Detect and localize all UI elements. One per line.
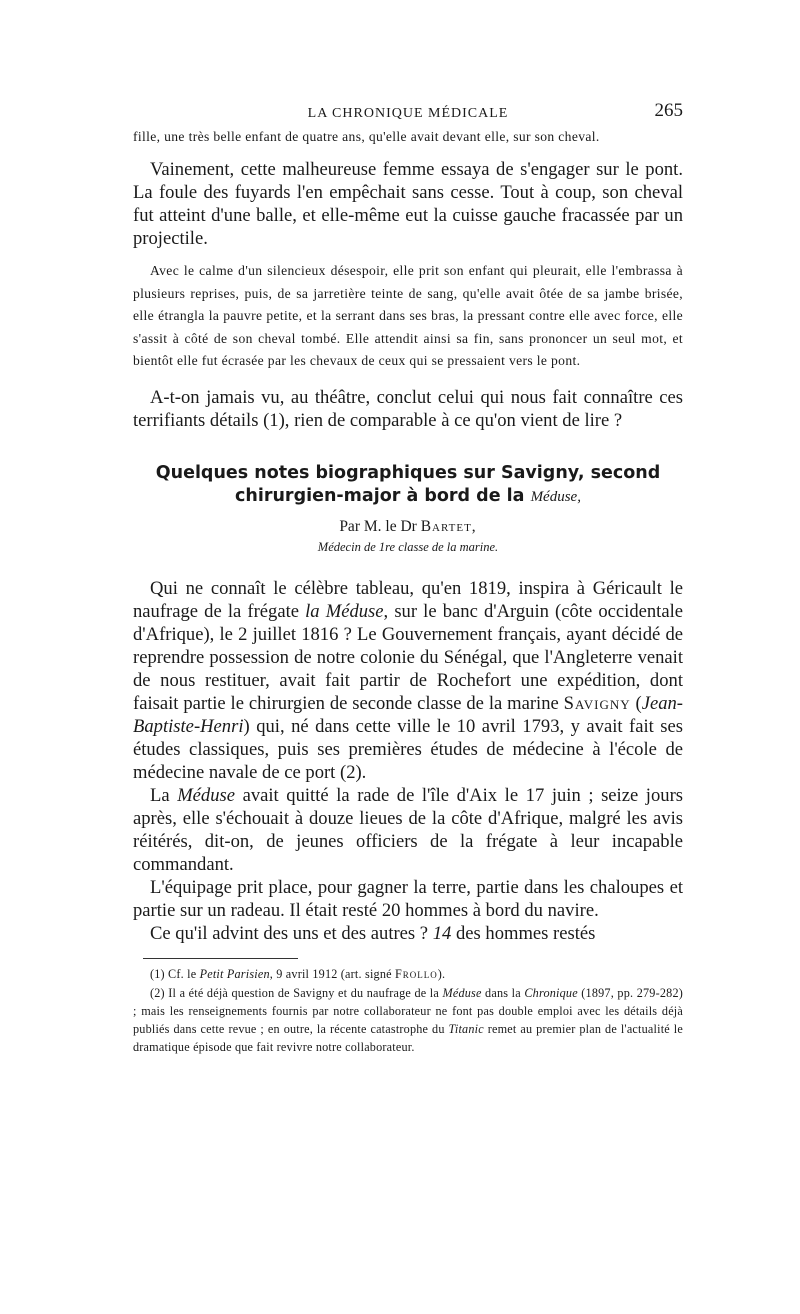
author-affiliation: Médecin de 1re classe de la marine. (317, 540, 499, 555)
paragraph: La Méduse avait quitté la rade de l'île d'Aix le 17 juin ; seize jours après, elle s'échouait à douze lieues de la côte d'Afrique, malgré les avis réitérés, dit-on, de jeunes officiers de la frégate à leur incapable commandant. (133, 785, 683, 876)
ship-name: Méduse, (530, 489, 581, 506)
paragraph: Vainement, cette malheureuse femme essaya de s'engager sur le pont. La foule des fuyards l'en empêchait sans cesse. Tout à coup, son cheval fut atteint d'une balle, et elle-même eut la cuisse gauche fracassée par un projectile. (133, 159, 683, 250)
continued-paragraph: fille, une très belle enfant de quatre ans, qu'elle avait devant elle, sur son cheval. (133, 129, 600, 144)
document-page (133, 96, 683, 1056)
article-body (133, 577, 683, 945)
footnote-divider (143, 958, 298, 959)
journal-title: LA CHRONIQUE MÉDICALE (307, 106, 509, 121)
running-header (133, 96, 683, 126)
paragraph: Avec le calme d'un silencieux désespoir, elle prit son enfant qui pleurait, elle l'embrassa à plusieurs reprises, puis, de sa jarretière teinte de sang, qu'elle avait ôtée de sa jambe brisée, elle étrangla la pauvre petite, et la serrant dans ses bras, la pressant contre elle avec force, elle s'assit à côté de son cheval tombé. Elle attendit ainsi sa fin, sans prononcer un seul mot, et bientôt elle fut écrasée par les chevaux de ceux qui se pressaient vers le pont. (133, 263, 683, 369)
paragraph: Qui ne connaît le célèbre tableau, qu'en 1819, inspira à Géricault le naufrage de la frégate la Méduse, sur le banc d'Arguin (côte occidentale d'Afrique), le 2 juillet 1816 ? Le Gouvernement français, ayant décidé de reprendre possession de notre colonie du Sénégal, que l'Angleterre venait de nous restituer, avait fait partir de Rochefort une expédition, dont faisait partie le chirurgien de seconde classe de la marine Savigny (Jean-Baptiste-Henri) qui, né dans cette ville le 10 avril 1793, y avait fait ses études classiques, puis ses premières études de médecine à l'école de médecine navale de ce port (2). (133, 578, 684, 784)
article-byline: Par M. le Dr Bartet, (339, 518, 477, 536)
paragraph: L'équipage prit place, pour gagner la terre, partie dans les chaloupes et partie sur un radeau. Il était resté 20 hommes à bord du navire. (133, 877, 683, 922)
footnote: (1) Cf. le Petit Parisien, 9 avril 1912 (art. signé Frollo). (150, 967, 446, 982)
article-title (133, 462, 683, 509)
footnote: (2) Il a été déjà question de Savigny et du naufrage de la Méduse dans la Chronique (1897, pp. 279-282) ; mais les renseignements fournis par notre collaborateur ne font pas double emploi avec les détails déjà publiés dans cette revue ; en outre, la récente catastrophe du Titanic remet au premier plan de l'actualité le dramatique épisode que fait revivre notre collaborateur. (133, 985, 684, 1055)
author-name: Bartet, (420, 518, 477, 536)
paragraph: Ce qu'il advint des uns et des autres ? 14 des hommes restés (150, 923, 596, 945)
article-title-line2: chirurgien-major à bord de la Méduse, (235, 486, 581, 507)
paragraph: A-t-on jamais vu, au théâtre, conclut celui qui nous fait connaître ces terrifiants détails (1), rien de comparable à ce qu'on vient de lire ? (133, 387, 683, 432)
article-title-line1: Quelques notes biographiques sur Savigny, second (155, 463, 661, 484)
page-number: 265 (654, 100, 683, 121)
